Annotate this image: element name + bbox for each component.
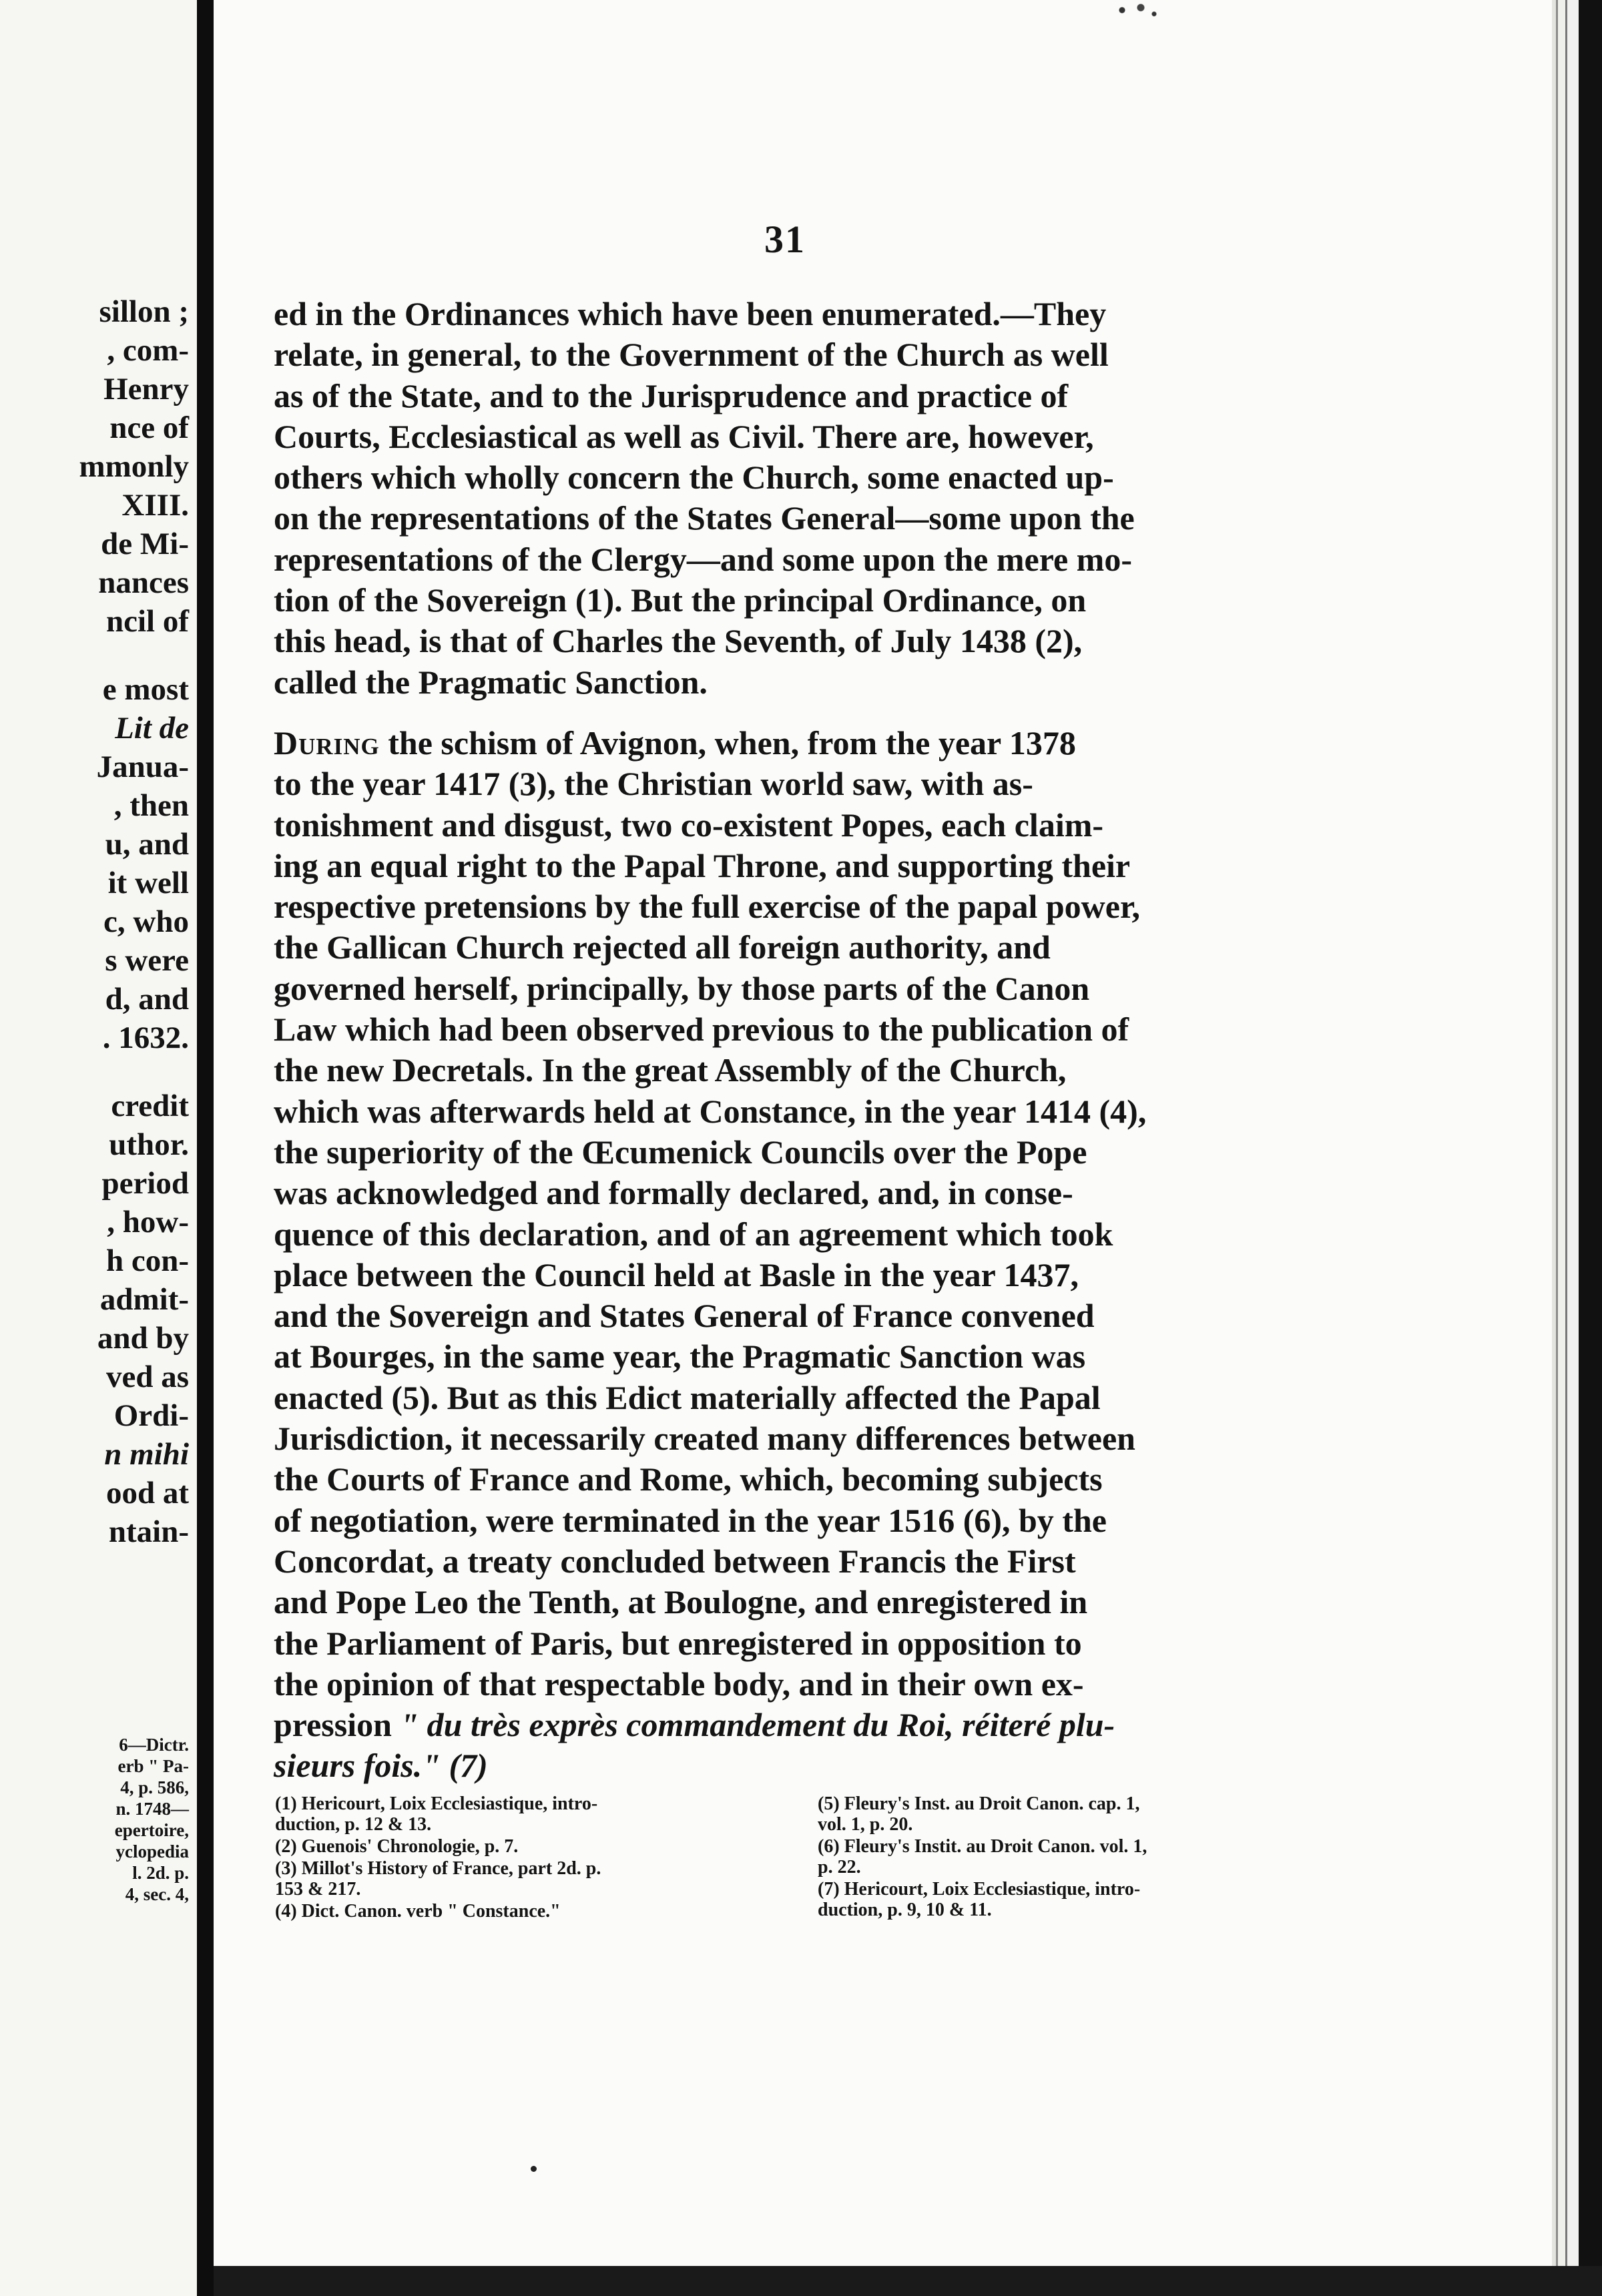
footnotes-left-column: [275, 1793, 742, 1923]
scan-border: [214, 2266, 1602, 2296]
text-line: to the year 1417 (3), the Christian world saw, with as-: [274, 765, 1033, 803]
scan-specks: [1111, 0, 1165, 25]
text-line: XIII.: [121, 488, 189, 523]
text-line: , com-: [107, 333, 189, 368]
text-line: and the Sovereign and States General of France convened: [274, 1297, 1095, 1335]
text-line: 6—Dictr.: [119, 1735, 189, 1755]
footnote-line: (2) Guenois' Chronologie, p. 7.: [275, 1836, 519, 1857]
text-line: which was afterwards held at Constance, in the year 1414 (4),: [274, 1092, 1147, 1130]
text-line: tonishment and disgust, two co-existent Popes, each claim-: [274, 806, 1104, 844]
text-line: and by: [97, 1321, 189, 1356]
text-line: respective pretensions by the full exercise of the papal power,: [274, 888, 1141, 926]
text-line: , then: [113, 788, 189, 823]
text-line: c, who: [103, 904, 189, 939]
text-line: Courts, Ecclesiastical as well as Civil. There are, however,: [274, 417, 1094, 455]
facing-page-text: [79, 292, 190, 1551]
text-line: 4, p. 586,: [120, 1777, 189, 1797]
text-line: n. 1748—: [115, 1799, 189, 1819]
text-line: governed herself, principally, by those parts of the Canon: [274, 969, 1090, 1007]
footnote-line: p. 22.: [818, 1857, 861, 1878]
text-line: d, and: [105, 982, 189, 1017]
text-line: ved as: [105, 1360, 189, 1394]
facing-page-footnotes: [115, 1734, 189, 1905]
footnote-line: (3) Millot's History of France, part 2d. p.: [275, 1858, 601, 1879]
footnote-line: vol. 1, p. 20.: [818, 1814, 913, 1835]
text-line: ncil of: [105, 604, 189, 639]
footnote-line: (4) Dict. Canon. verb " Constance.": [275, 1901, 561, 1922]
text-line: relate, in general, to the Government of the Church as well: [274, 336, 1109, 374]
text-line: Henry: [103, 372, 189, 406]
footnote-line: (7) Hericourt, Loix Ecclesiastique, intro-: [818, 1879, 1141, 1900]
text-line: tion of the Sovereign (1). But the principal Ordinance, on: [274, 581, 1087, 619]
footnote-line: (5) Fleury's Inst. au Droit Canon. cap. 1,: [818, 1793, 1140, 1814]
text-line: the Gallican Church rejected all foreign authority, and: [274, 928, 1051, 966]
footnote-line: duction, p. 9, 10 & 11.: [818, 1900, 992, 1920]
text-line: nances: [98, 565, 189, 600]
facing-page-fragment: [0, 0, 197, 2296]
footnote: [275, 1836, 742, 1857]
text-line: place between the Council held at Basle in the year 1437,: [274, 1255, 1079, 1294]
footnote-line: 153 & 217.: [275, 1879, 361, 1900]
text-line: sillon ;: [99, 294, 189, 329]
text-line: and Pope Leo the Tenth, at Boulogne, and enregistered in: [274, 1583, 1088, 1621]
drop-word: During: [274, 724, 380, 762]
page-number: 31: [764, 218, 806, 261]
footnote-line: (6) Fleury's Instit. au Droit Canon. vol. 1,: [818, 1836, 1147, 1857]
text-line: epertoire,: [114, 1820, 189, 1840]
text-line: this head, is that of Charles the Seventh, of July 1438 (2),: [274, 622, 1083, 660]
text-line: the Parliament of Paris, but enregistered in opposition to: [274, 1624, 1082, 1662]
footnote: [275, 1901, 742, 1922]
text-line: Concordat, a treaty concluded between Francis the First: [274, 1542, 1076, 1580]
text-line: at Bourges, in the same year, the Pragmatic Sanction was: [274, 1338, 1086, 1376]
text-line: l. 2d. p.: [132, 1863, 189, 1883]
footnote-line: duction, p. 12 & 13.: [275, 1814, 432, 1835]
text-line: Ordi-: [113, 1398, 189, 1433]
text-line: of negotiation, were terminated in the year 1516 (6), by the: [274, 1501, 1107, 1539]
text-line: the superiority of the Œcumenick Councils over the Pope: [274, 1133, 1087, 1171]
footnote: [818, 1793, 1312, 1835]
text-line: was acknowledged and formally declared, and, in conse-: [274, 1174, 1073, 1212]
text-line: on the representations of the States General—some upon the: [274, 499, 1135, 537]
footnote: [275, 1858, 742, 1900]
text-line: e most: [102, 672, 189, 707]
text-line: credit: [111, 1089, 189, 1123]
text-line: yclopedia: [115, 1841, 189, 1861]
paragraph-quote-line: pression " du très exprès commandement du Roi, réiteré plu-: [274, 1706, 1115, 1744]
french-quote-end: sieurs fois." (7): [274, 1747, 488, 1785]
text-line: , how-: [107, 1205, 189, 1239]
text-line: . 1632.: [102, 1021, 189, 1055]
text-line: mmonly: [79, 449, 189, 484]
footnote-line: (1) Hericourt, Loix Ecclesiastique, intro-: [275, 1793, 598, 1814]
text-line: the Courts of France and Rome, which, becoming subjects: [274, 1460, 1103, 1498]
ink-dot: [531, 2166, 537, 2172]
footnote: [275, 1793, 742, 1835]
text-line: enacted (5). But as this Edict materially affected the Papal: [274, 1378, 1101, 1416]
text-line: ntain-: [108, 1514, 189, 1549]
text-line: ing an equal right to the Papal Throne, and supporting their: [274, 846, 1131, 884]
paragraph-ordinances: [274, 294, 1312, 703]
paragraph-first-line: During the schism of Avignon, when, from the year 1378: [274, 724, 1076, 762]
text-line: it well: [107, 866, 189, 900]
text-line: s were: [105, 943, 189, 978]
text-line: period: [101, 1166, 189, 1201]
footnote: [818, 1836, 1312, 1878]
text-line: ood at: [105, 1476, 189, 1510]
text-line: others which wholly concern the Church, some enacted up-: [274, 459, 1114, 497]
page-edge: [1552, 0, 1589, 2296]
footnote: [818, 1879, 1312, 1920]
text-line: the new Decretals. In the great Assembly of the Church,: [274, 1051, 1067, 1089]
text-line: 4, sec. 4,: [125, 1884, 189, 1904]
text-line: representations of the Clergy—and some upon the mere mo-: [274, 540, 1132, 578]
text-line: de Mi-: [101, 527, 189, 561]
text-line: as of the State, and to the Jurisprudence and practice of: [274, 376, 1069, 414]
text-line: Jurisdiction, it necessarily created many differences between: [274, 1420, 1135, 1458]
text-line: admit-: [99, 1282, 189, 1317]
text-line: Law which had been observed previous to the publication of: [274, 1011, 1129, 1049]
text-line: nce of: [109, 410, 189, 445]
text-line: u, and: [105, 827, 189, 862]
paragraph-schism-of-avignon: [274, 723, 1312, 1787]
text-line: called the Pragmatic Sanction.: [274, 663, 708, 701]
text-line: the opinion of that respectable body, and in their own ex-: [274, 1665, 1084, 1703]
text-line: ed in the Ordinances which have been enumerated.—They: [274, 295, 1107, 332]
french-quote: " du très exprès commandement du Roi, réiteré plu-: [400, 1706, 1115, 1744]
text-line: Janua-: [96, 750, 189, 784]
book-gutter: [197, 0, 214, 2296]
text-line: Lit de: [115, 711, 189, 746]
text-line: quence of this declaration, and of an agreement which took: [274, 1215, 1113, 1253]
text-line: h con-: [105, 1243, 189, 1278]
text-line: uthor.: [109, 1127, 189, 1162]
footnotes-right-column: [818, 1793, 1312, 1922]
text-line: erb " Pa-: [117, 1756, 189, 1776]
text-line: n mihi: [104, 1437, 189, 1472]
